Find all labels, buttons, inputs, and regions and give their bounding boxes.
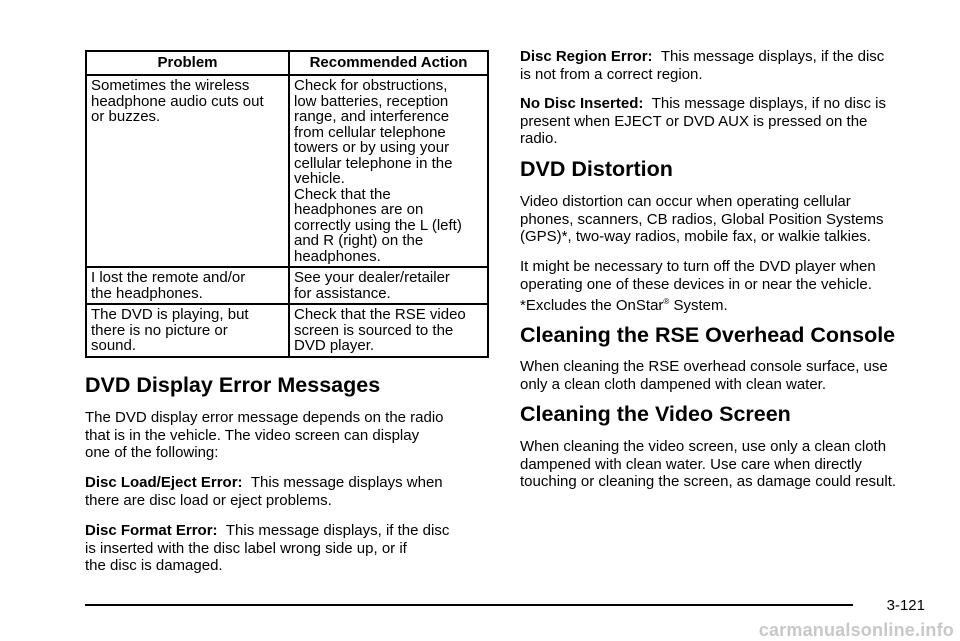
problem-cell: Sometimes the wireless headphone audio cuts out or buzzes.: [86, 75, 289, 267]
registered-mark: ®: [663, 297, 670, 306]
column-header-recommended-action: Recommended Action: [289, 51, 488, 75]
action-cell: Check for obstructions, low batteries, reception range, and interference from cellular telephone towers or by using your cellular telephone in the vehicle. Check that the headphones are on correctly using the L (left) and R (right) on the headphones.: [289, 75, 488, 267]
footnote-text-end: System.: [669, 297, 728, 314]
action-cell: Check that the RSE video screen is sourced to the DVD player.: [289, 304, 488, 357]
cleaning-screen-paragraph: When cleaning the video screen, use only a clean cloth dampened with clean water. Use care when directly touching or cleaning the screen, as damage could result.: [520, 438, 897, 490]
troubleshooting-table: [85, 50, 489, 358]
error-label: Disc Region Error:: [520, 48, 653, 65]
footer-rule: [85, 604, 853, 606]
column-header-problem: Problem: [86, 51, 289, 75]
error-description: This message displays, if the disc is inserted with the disc label wrong side up, or if the disc is damaged.: [85, 522, 450, 574]
table-row: [86, 267, 488, 304]
distortion-paragraph-2: It might be necessary to turn off the DVD player when operating one of these devices in or near the vehicle.: [520, 258, 876, 293]
page-number: 3-121: [886, 597, 925, 614]
error-label: Disc Load/Eject Error:: [85, 474, 243, 491]
heading-dvd-display-error-messages: DVD Display Error Messages: [85, 373, 381, 397]
table-row: [86, 75, 488, 267]
action-cell: See your dealer/retailer for assistance.: [289, 267, 488, 304]
error-description: This message displays when there are disc load or eject problems.: [85, 474, 443, 509]
cleaning-console-paragraph: When cleaning the RSE overhead console surface, use only a clean cloth dampened with clean water.: [520, 358, 888, 393]
error-item-disc-format: [85, 522, 449, 575]
error-item-disc-load-eject: [85, 474, 443, 509]
error-item-no-disc-inserted: [520, 95, 886, 148]
problem-cell: I lost the remote and/or the headphones.: [86, 267, 289, 304]
table-row: [86, 304, 488, 357]
error-description: This message displays, if the disc is not from a correct region.: [520, 48, 885, 83]
error-description: This message displays, if no disc is present when EJECT or DVD AUX is pressed on the radio.: [520, 95, 886, 147]
footnote-text: *Excludes the OnStar: [520, 297, 664, 314]
heading-cleaning-rse-overhead-console: Cleaning the RSE Overhead Console: [520, 323, 896, 347]
error-label: Disc Format Error:: [85, 522, 218, 539]
error-item-disc-region: [520, 48, 884, 83]
heading-cleaning-video-screen: Cleaning the Video Screen: [520, 402, 791, 426]
table-header-row: [86, 51, 488, 75]
heading-dvd-distortion: DVD Distortion: [520, 157, 673, 181]
gps-footnote: [520, 297, 728, 315]
distortion-paragraph-1: Video distortion can occur when operating cellular phones, scanners, CB radios, Global Position Systems (GPS)*, two-way radios, mobile fax, or walkie talkies.: [520, 193, 884, 245]
error-messages-intro: The DVD display error message depends on the radio that is in the vehicle. The video screen can display one of the following:: [85, 409, 444, 461]
watermark[interactable]: carmanualsonline.info: [758, 620, 954, 640]
problem-cell: The DVD is playing, but there is no picture or sound.: [86, 304, 289, 357]
error-label: No Disc Inserted:: [520, 95, 644, 112]
